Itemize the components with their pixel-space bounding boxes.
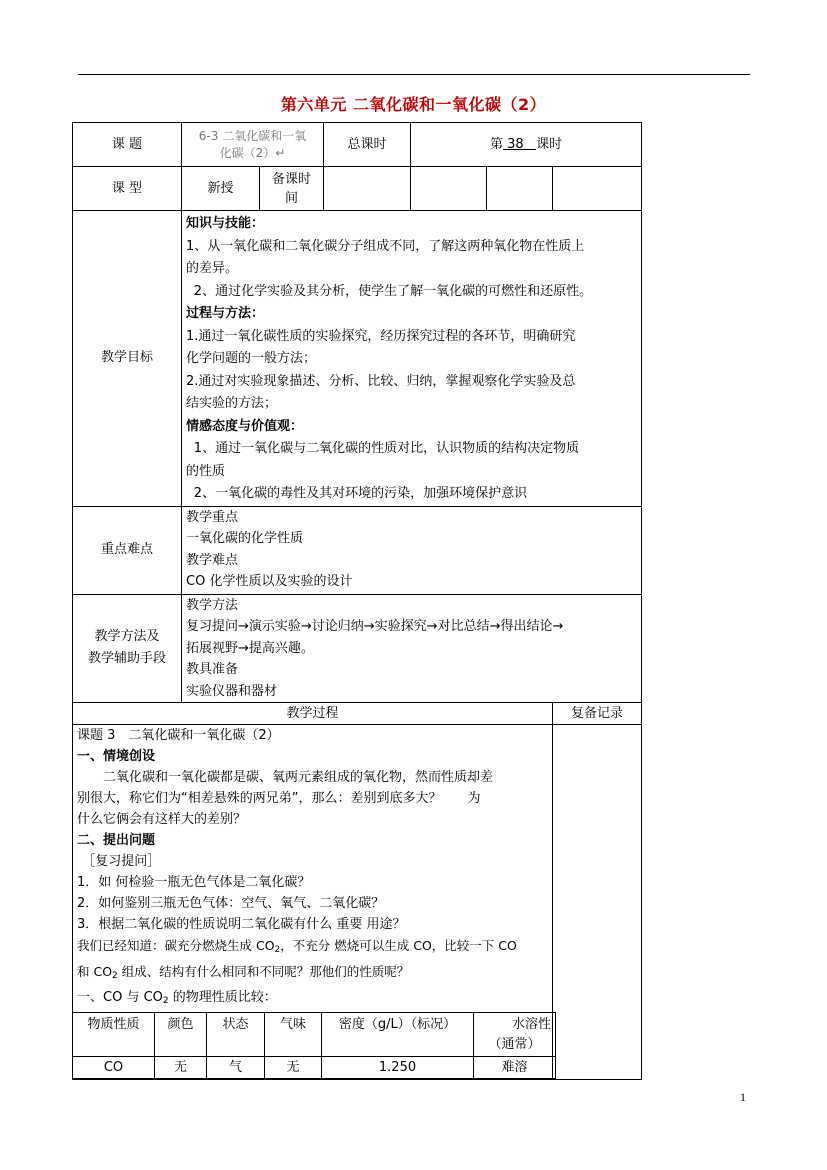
objectives-content: 知识与技能： 1、从一氧化碳和二氧化碳分子组成不同，了解这两种氧化物在性质上 的差异。 2、通过化学实验及其分析，使学生了解一氧化碳的可燃性和还原性。 过程与方法： 1.通过一氧化碳性质的实验探究，经历探究过程的各环节，明确研究 化学问题的一般方法； 2.通过对实验现象描述、分析、比较、归纳，掌握观察化学实验及总 结实验的方法； 情感态度与价值观： 1、通过一氧化碳与二氧化碳的性质对比，认识物质的结构决定物质 的性质 2、一氧化碳的毒性及其对环境的污染，加强环境保护意识 [182, 211, 642, 507]
keypoints-label: 重点难点 [73, 506, 182, 594]
topic-value: 6-3 二氧化碳和一氧 化碳（2）↵ [182, 123, 324, 167]
notes-content [553, 725, 642, 1080]
blank-cell-1 [411, 167, 487, 211]
document-title: 第六单元 二氧化碳和一氧化碳（2） [280, 95, 547, 114]
notes-header: 复备记录 [553, 703, 642, 725]
header-rule [78, 74, 750, 75]
header-odor: 气味 [265, 1013, 322, 1057]
process-content: 课题 3 二氧化碳和一氧化碳（2） 一、情境创设 二氧化碳和一氧化碳都是碳、氧两元素组成的氧化物，然而性质却差 别很大，称它们为“相差悬殊的两兄弟”，那么：差别到底多大？ 为 什么它俩会有这样大的差别？ 二、提出问题 ［复习提问］ 1．如 何检验一瓶无色气体是二氧化碳？ 2．如何鉴别三瓶无色气体：空气、氧气、二氧化碳？ 3．根据二氧化碳的性质说明二氧化碳有什么 重要 用途？ 我们已经知道：碳充分燃烧生成 $CO_2$，不充分 燃烧可以生成 CO，比较一下 CO 和 $CO_2$ 组成、结构有什么相同和不同呢？那他们的性质呢？ 一、CO 与 $CO_2$ 的物理性质比较： 物质性质 颜色 状态 气味 密度（g/L）（标况） 水溶性 （通常） CO 无 气 无 1.250 难溶 [73, 725, 553, 1080]
blank-cell-3 [553, 167, 642, 211]
process-header: 教学过程 [73, 703, 553, 725]
co-density: 1.250 [322, 1057, 474, 1079]
physical-property-table [72, 1012, 556, 1079]
prep-time-label: 备课时 间 [260, 167, 324, 211]
objectives-label: 教学目标 [73, 211, 182, 507]
blank-cell-2 [487, 167, 553, 211]
header-solubility: 水溶性 （通常） [474, 1013, 556, 1057]
lesson-number: 第 38 课时 [411, 123, 642, 167]
methods-content: 教学方法 复习提问→演示实验→讨论归纳→实验探究→对比总结→得出结论→ 拓展视野→提高兴趣。 教具准备 实验仪器和器材 [182, 594, 642, 703]
header-state: 状态 [207, 1013, 265, 1057]
topic-label: 课 题 [73, 123, 182, 167]
co-solubility: 难溶 [474, 1057, 556, 1079]
type-value: 新授 [182, 167, 260, 211]
prep-time-value [324, 167, 411, 211]
header-density: 密度（g/L）（标况） [322, 1013, 474, 1057]
co-odor: 无 [265, 1057, 322, 1079]
total-hours-label: 总课时 [324, 123, 411, 167]
header-substance: 物质性质 [73, 1013, 155, 1057]
lesson-plan-table [72, 122, 642, 1080]
methods-label: 教学方法及 教学辅助手段 [73, 594, 182, 703]
keypoints-content: 教学重点 一氧化碳的化学性质 教学难点 CO 化学性质以及实验的设计 [182, 506, 642, 594]
co-state: 气 [207, 1057, 265, 1079]
page-number: 1 [740, 1090, 746, 1104]
header-color: 颜色 [155, 1013, 207, 1057]
co-name: CO [73, 1057, 155, 1079]
co-color: 无 [155, 1057, 207, 1079]
type-label: 课 型 [73, 167, 182, 211]
